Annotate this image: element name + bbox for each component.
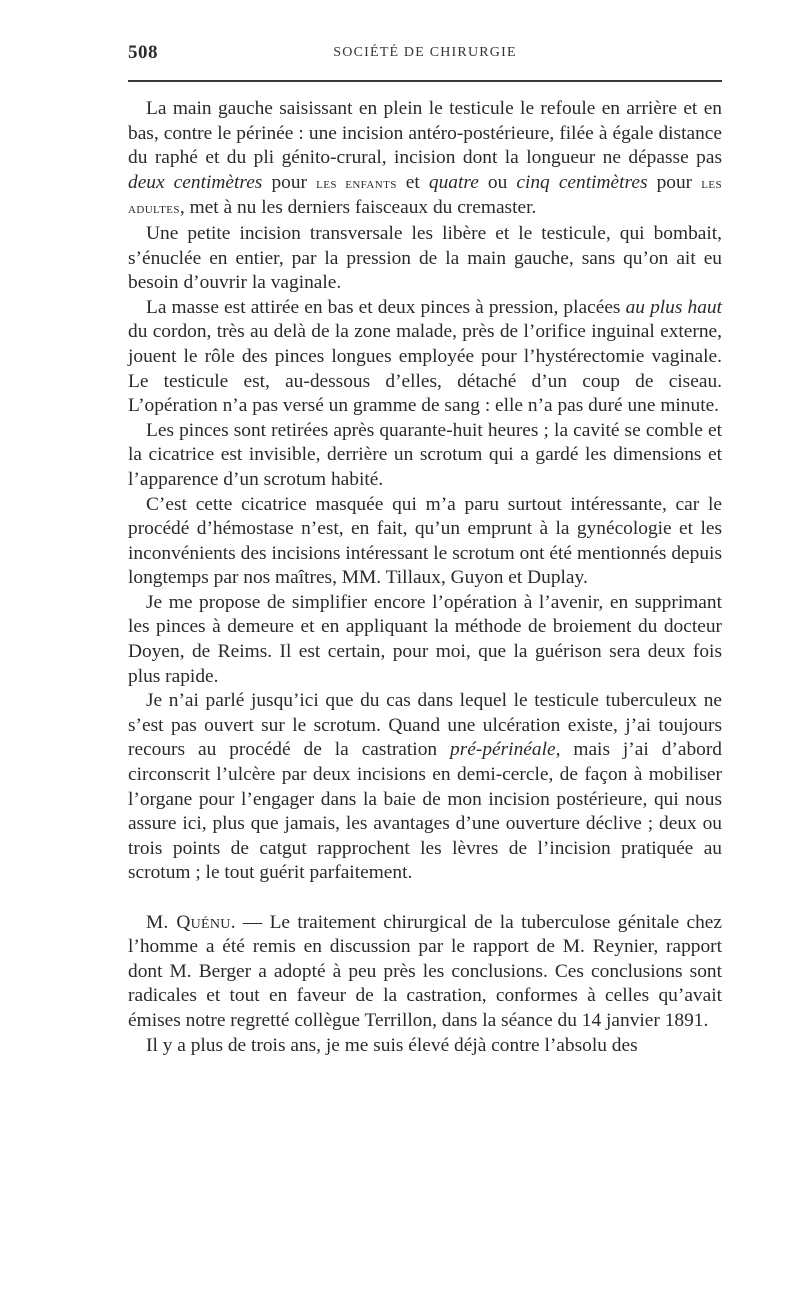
italic-run: deux centimètres xyxy=(128,171,263,193)
small-caps-run: les adultes xyxy=(128,175,722,218)
speaker-prefix: M. xyxy=(146,911,177,933)
text-run: du cordon, très au delà de la zone malade, près de l’orifice inguinal externe, jouent le rôle des pinces longues employée pour l’hystérectomie vaginale. Le testicule est, au-dessous d’elles, détaché d’un coup de ciseau. L’opération n’a pas versé un gramme de sang : elle n’a pas duré une minute. xyxy=(128,321,722,417)
paragraph-pinces xyxy=(128,296,722,419)
text-run: Je n’ai parlé jusqu’ici que du cas dans lequel le testicule tuberculeux ne s’est pas ouvert sur le scrotum. Quand une ulcération existe, j’ai toujours recours au procédé de la castration xyxy=(128,690,722,761)
italic-run: quatre xyxy=(428,171,479,193)
text-run: pour xyxy=(262,171,317,193)
body-text xyxy=(128,97,722,1058)
header-rule xyxy=(128,80,722,82)
paragraph-trois-ans: Il y a plus de trois ans, je me suis élevé déjà contre l’absolu des xyxy=(146,1034,638,1056)
text-run: . — Le traitement chirurgical de la tuberculose génitale chez l’homme a été remis en discussion par le rapport de M. Reynier, rapport dont M. Berger a adopté à peu près les conclusions. Ces conclusions sont radicales et tout en faveur de la castration, conformes à celles qu’avait émises notre regretté collègue Terrillon, dans la séance du 14 janvier 1891. xyxy=(128,911,722,1031)
text-run: La main gauche saisissant en plein le testicule le refoule en arrière et en bas, contre le périnée : une incision antéro-postérieure, filée à égale distance du raphé et du pli génito-crural, incision dont la longueur ne dépasse pas xyxy=(128,98,722,169)
paragraph-cicatrice-invisible: Les pinces sont retirées après quarante-huit heures ; la cavité se comble et la cicatrice est invisible, derrière un scrotum qui a gardé les dimensions et l’apparence d’un scrotum habité. xyxy=(128,419,722,490)
italic-run: au plus haut xyxy=(625,296,722,318)
speaker-name: Quénu xyxy=(176,911,231,933)
italic-run: cinq centimètres xyxy=(516,171,648,193)
text-run: et xyxy=(396,171,429,193)
page-number: 508 xyxy=(128,42,158,63)
paragraph-cicatrice-masquee: C’est cette cicatrice masquée qui m’a paru surtout intéressante, car le procédé d’hémostase n’est, en fait, qu’un emprunt à la gynécologie et les inconvénients des incisions intéressant le scrotum ont été mentionnés depuis longtemps par nos maîtres, MM. Tillaux, Guyon et Duplay. xyxy=(128,493,722,589)
small-caps-run: les enfants xyxy=(316,175,397,192)
running-head xyxy=(128,42,722,72)
text-run: , mais j’ai d’abord circonscrit l’ulcère par deux incisions en demi-cercle, de façon à mobiliser l’organe pour l’engager dans la baie de mon incision postérieure, qui nous assure ici, plus que jamais, les avantages d’une ouverture déclive ; deux ou trois points de catgut rapprochent les lèvres de l’incision pratiquée au scrotum ; le tout guérit parfaitement. xyxy=(128,739,722,884)
paragraph-incision xyxy=(128,97,722,222)
text-run: ou xyxy=(478,171,517,193)
italic-run: pré-périnéale xyxy=(450,739,556,761)
paragraph-enucleation: Une petite incision transversale les libère et le testicule, qui bombait, s’énuclée en entier, par la pression de la main gauche, sans qu’on ait eu besoin d’ouvrir la vaginale. xyxy=(128,222,722,294)
paragraph-ulceration xyxy=(128,689,722,886)
paragraph-simplifier: Je me propose de simplifier encore l’opération à l’avenir, en supprimant les pinces à demeure et en appliquant la méthode de broiement du docteur Doyen, de Reims. Il est certain, pour moi, que la guérison sera deux fois plus rapide. xyxy=(128,591,722,687)
text-run: , met à nu les derniers faisceaux du cremaster. xyxy=(179,197,537,219)
text-run: La masse est attirée en bas et deux pinces à pression, placées xyxy=(146,296,626,318)
text-run: pour xyxy=(647,171,702,193)
running-title: SOCIÉTÉ DE CHIRURGIE xyxy=(333,45,517,60)
paragraph-quenu xyxy=(128,911,722,1034)
